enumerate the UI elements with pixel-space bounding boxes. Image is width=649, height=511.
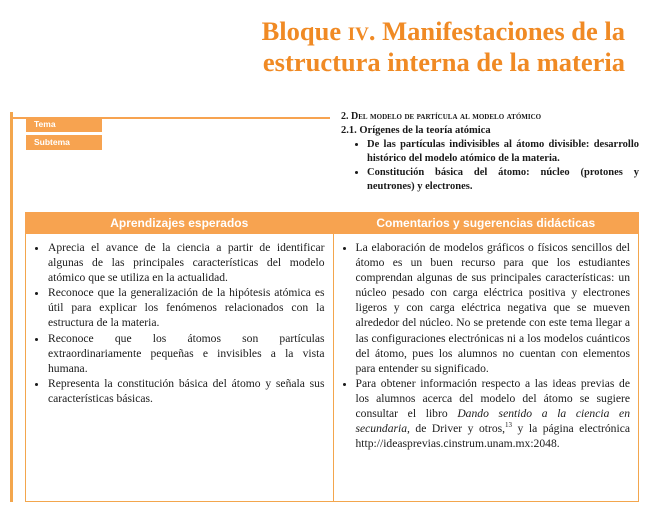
comentarios-cell: [333, 234, 639, 502]
topic-block: [341, 110, 639, 194]
left-accent-bar: [10, 112, 13, 502]
topic-subheading: 2.1. Orígenes de la teoría atómica: [341, 125, 491, 136]
content-table: [25, 212, 639, 502]
topic-bullet: • De las partículas indivisibles al átomo divisible: desarrollo histórico del modelo atómico de la materia.: [367, 138, 639, 166]
tema-label: Tema: [26, 117, 102, 132]
col-header-aprendizajes: Aprendizajes esperados: [26, 213, 334, 234]
list-item: • La elaboración de modelos gráficos o físicos sencillos del átomo es un buen recurso para que los estudiantes comprendan algunas de sus principales características: un núcleo pesado con carga eléctrica positiva y electrones ligeros y con carga eléctrica negativa que se mueven alrededor del núcleo. No se pretende con este tema llegar a las configuraciones electrónicas ni a los modelos cuánticos del átomo, pues los alumnos no cuentan con elementos para entender su significado.: [356, 240, 631, 376]
list-item: • Representa la constitución básica del átomo y señala sus características básicas.: [48, 376, 325, 406]
book-title: Dando sentido a la ciencia en secundaria,: [355, 407, 630, 436]
topic-bullet: • Constitución básica del átomo: núcleo (protones y neutrones) y electrones.: [367, 166, 639, 194]
topic-heading: 2. Del modelo de partícula al modelo atómico: [341, 111, 542, 122]
comentario-text: y la página electrónica http://ideasprevias.cinstrum.unam.mx:2048.: [355, 422, 630, 451]
topic-bullets: [341, 138, 639, 194]
page-title: [145, 16, 625, 78]
title-roman: iv.: [347, 16, 376, 46]
aprendizajes-cell: [26, 234, 334, 502]
subtema-label: Subtema: [26, 135, 102, 150]
comentario-text: Para obtener información respecto a las ideas previas de los alumnos acerca del modelo del átomo se sugiere consultar el libro: [355, 376, 630, 421]
list-item: • Reconoce que los átomos son partículas extraordinariamente pequeñas e invisibles a la vista humana.: [48, 331, 325, 376]
list-item: [356, 376, 631, 451]
title-rest: Manifestaciones de la estructura interna de la materia: [262, 16, 625, 77]
col-header-comentarios: Comentarios y sugerencias didácticas: [333, 213, 639, 234]
footnote-ref: 13: [505, 421, 513, 430]
title-prefix: Bloque: [261, 16, 342, 46]
list-item: • Aprecia el avance de la ciencia a partir de identificar algunas de las principales características del modelo atómico que se utiliza en la actualidad.: [48, 240, 325, 285]
list-item: • Reconoce que la generalización de la hipótesis atómica es útil para explicar los fenómenos relacionados con la estructura de la materia.: [48, 285, 325, 330]
comentario-text: de Driver y otros,: [409, 422, 506, 436]
